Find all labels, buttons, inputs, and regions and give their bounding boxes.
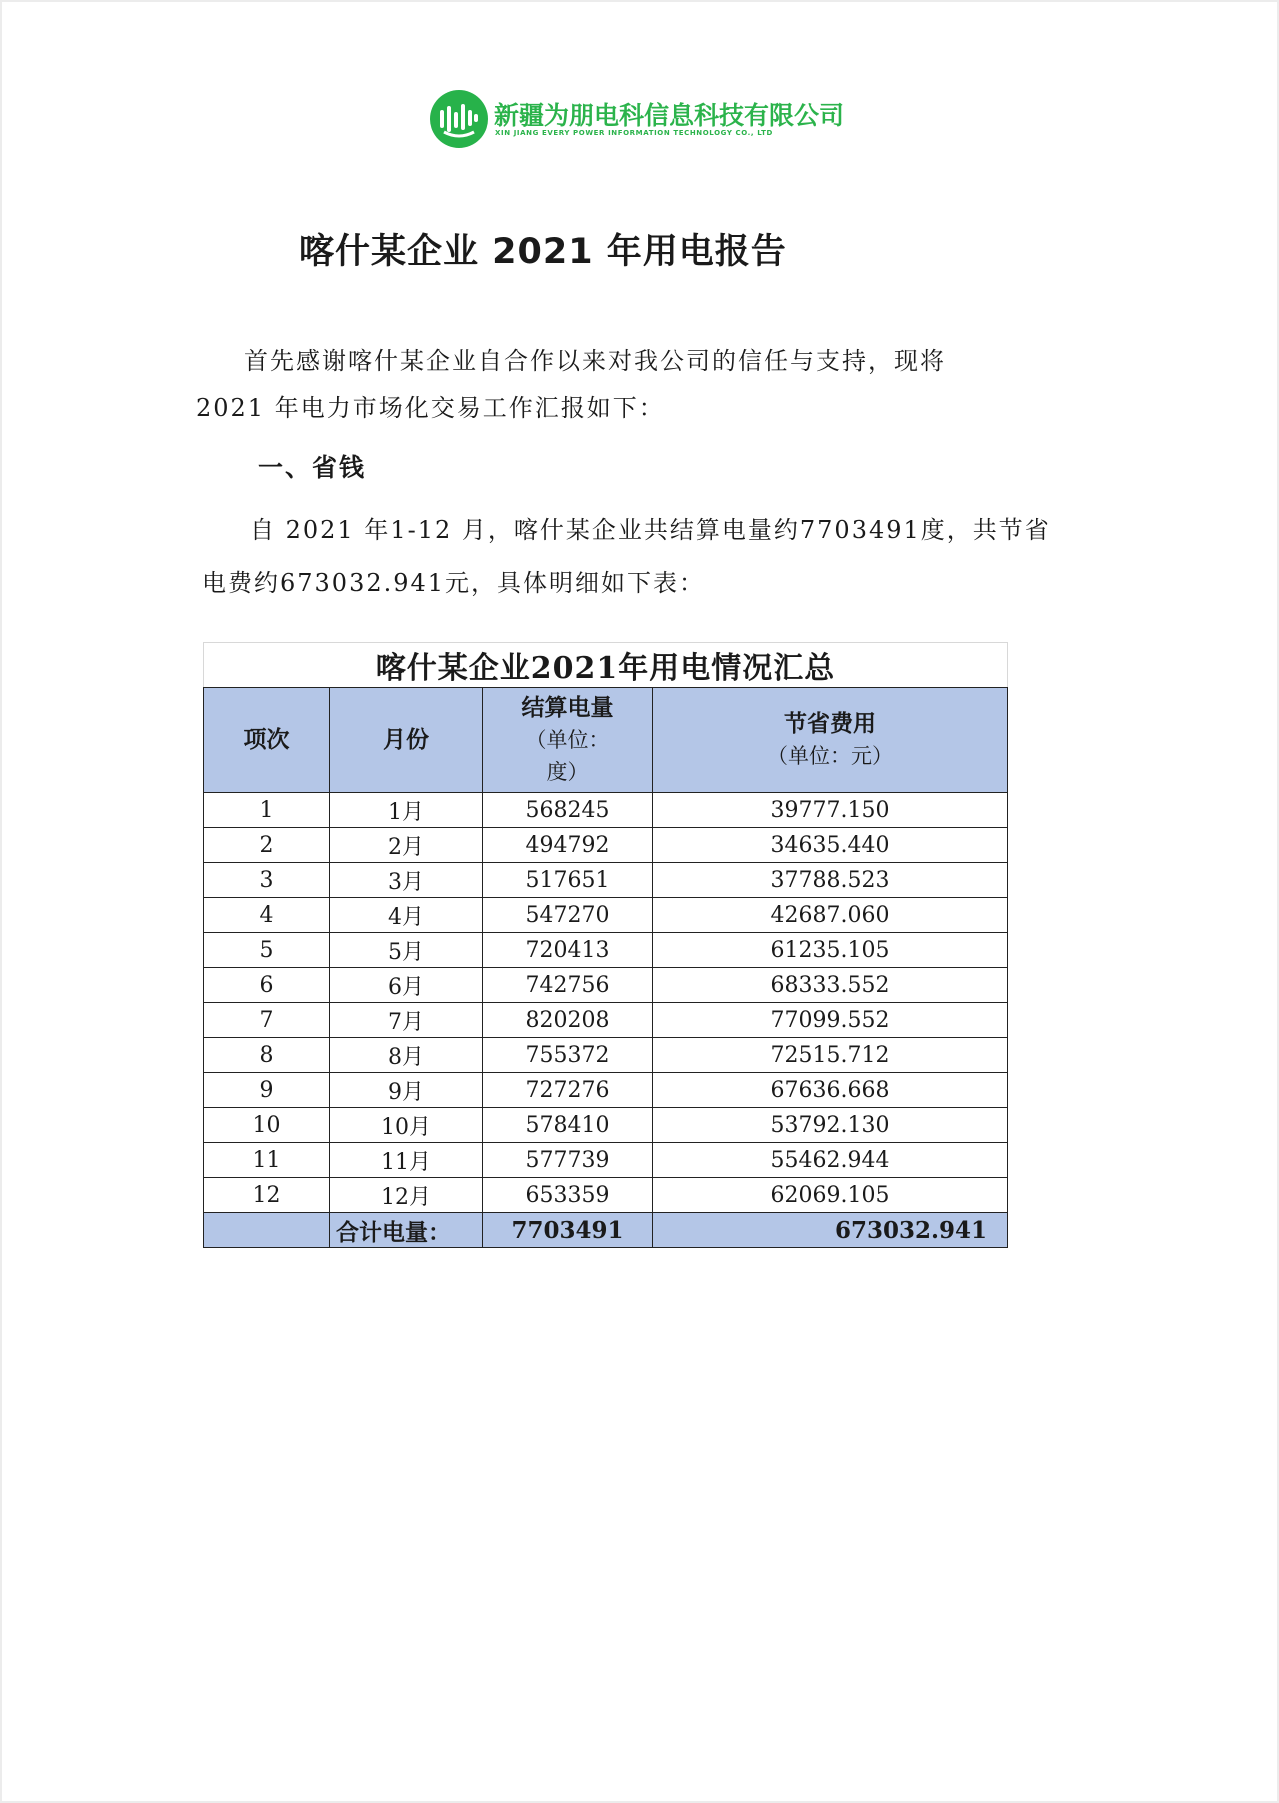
row-energy: 568245 <box>483 793 653 828</box>
row-saving: 72515.712 <box>653 1038 1008 1073</box>
row-saving: 77099.552 <box>653 1003 1008 1038</box>
row-month: 2月 <box>330 828 483 863</box>
row-month: 5月 <box>330 933 483 968</box>
row-energy: 517651 <box>483 863 653 898</box>
row-saving: 34635.440 <box>653 828 1008 863</box>
header-month: 月份 <box>330 688 483 793</box>
row-energy: 653359 <box>483 1178 653 1213</box>
table-row <box>204 828 1008 863</box>
intro-line-1: 首先感谢喀什某企业自合作以来对我公司的信任与支持，现将 <box>244 347 946 375</box>
row-month: 3月 <box>330 863 483 898</box>
table-row <box>204 1178 1008 1213</box>
header-saving <box>653 688 1008 793</box>
row-index: 6 <box>204 968 330 1003</box>
row-saving: 68333.552 <box>653 968 1008 1003</box>
total-empty-cell <box>204 1213 330 1248</box>
table-row <box>204 898 1008 933</box>
section-line-1: 自 2021 年1-12 月，喀什某企业共结算电量约7703491度，共节省 <box>250 516 1051 544</box>
row-index: 12 <box>204 1178 330 1213</box>
row-index: 3 <box>204 863 330 898</box>
row-month: 10月 <box>330 1108 483 1143</box>
row-index: 4 <box>204 898 330 933</box>
company-logo <box>430 88 860 152</box>
company-logo-icon <box>430 90 488 148</box>
table-row <box>204 933 1008 968</box>
row-saving: 55462.944 <box>653 1143 1008 1178</box>
row-month: 12月 <box>330 1178 483 1213</box>
row-energy: 742756 <box>483 968 653 1003</box>
row-energy: 727276 <box>483 1073 653 1108</box>
row-saving: 42687.060 <box>653 898 1008 933</box>
table-row <box>204 1038 1008 1073</box>
row-index: 5 <box>204 933 330 968</box>
row-index: 10 <box>204 1108 330 1143</box>
header-saving-unit: （单位：元） <box>767 744 893 768</box>
row-saving: 61235.105 <box>653 933 1008 968</box>
table-total-row <box>204 1213 1008 1248</box>
row-saving: 53792.130 <box>653 1108 1008 1143</box>
header-energy-label: 结算电量 <box>521 694 614 721</box>
table-row <box>204 1003 1008 1038</box>
table-caption: 喀什某企业2021年用电情况汇总 <box>204 643 1008 688</box>
row-month: 1月 <box>330 793 483 828</box>
row-index: 1 <box>204 793 330 828</box>
company-name-cn: 新疆为朋电科信息科技有限公司 <box>494 101 845 130</box>
header-index: 项次 <box>204 688 330 793</box>
row-month: 9月 <box>330 1073 483 1108</box>
table-row <box>204 1143 1008 1178</box>
total-energy: 7703491 <box>483 1213 653 1248</box>
table-row <box>204 968 1008 1003</box>
row-saving: 67636.668 <box>653 1073 1008 1108</box>
table-row <box>204 793 1008 828</box>
intro-line-2: 2021 年电力市场化交易工作汇报如下： <box>196 394 665 422</box>
header-saving-label: 节省费用 <box>784 710 876 737</box>
row-index: 8 <box>204 1038 330 1073</box>
row-month: 4月 <box>330 898 483 933</box>
report-title: 喀什某企业 2021 年用电报告 <box>299 232 787 272</box>
section-line-2: 电费约673032.941元，具体明细如下表： <box>202 569 706 597</box>
row-energy: 720413 <box>483 933 653 968</box>
row-index: 2 <box>204 828 330 863</box>
usage-summary-table <box>203 642 1008 1248</box>
row-saving: 39777.150 <box>653 793 1008 828</box>
row-energy: 547270 <box>483 898 653 933</box>
total-label: 合计电量： <box>330 1213 483 1248</box>
header-energy-unit-b: 度） <box>546 760 589 784</box>
header-energy-unit-a: （单位： <box>525 728 610 752</box>
row-energy: 755372 <box>483 1038 653 1073</box>
document-page <box>2 2 1277 1801</box>
row-month: 7月 <box>330 1003 483 1038</box>
row-energy: 820208 <box>483 1003 653 1038</box>
table-row <box>204 863 1008 898</box>
section-heading: 一、省钱 <box>258 453 367 482</box>
row-saving: 62069.105 <box>653 1178 1008 1213</box>
row-index: 7 <box>204 1003 330 1038</box>
row-energy: 494792 <box>483 828 653 863</box>
row-month: 8月 <box>330 1038 483 1073</box>
total-saving: 673032.941 <box>653 1213 1008 1248</box>
row-energy: 578410 <box>483 1108 653 1143</box>
table-row <box>204 1108 1008 1143</box>
row-energy: 577739 <box>483 1143 653 1178</box>
row-month: 6月 <box>330 968 483 1003</box>
company-name-en: XIN JIANG EVERY POWER INFORMATION TECHNOLOGY CO., LTD <box>495 129 773 137</box>
row-saving: 37788.523 <box>653 863 1008 898</box>
row-index: 9 <box>204 1073 330 1108</box>
table-row <box>204 1073 1008 1108</box>
header-energy <box>483 688 653 793</box>
table-header-row <box>204 688 1008 793</box>
row-month: 11月 <box>330 1143 483 1178</box>
row-index: 11 <box>204 1143 330 1178</box>
